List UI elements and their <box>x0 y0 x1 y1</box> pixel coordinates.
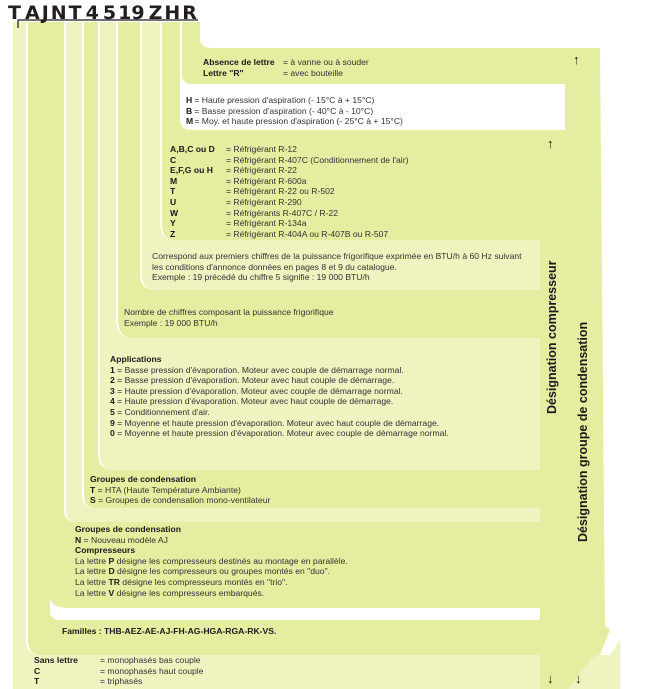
block-z-key: U <box>170 196 177 207</box>
block-z-key: A,B,C ou D <box>170 144 215 154</box>
application-key: 0 <box>110 428 115 439</box>
block-5-line: Exemple : 19 000 BTU/h <box>124 317 218 328</box>
compresseur-line-post: désigne les compresseurs ou groupes montés en "duo". <box>114 566 331 577</box>
block-familles <box>62 626 276 637</box>
vertical-label-groupe: Désignation groupe de condensation <box>576 321 590 542</box>
application-value: = Moyenne et haute pression d'évaporation. Moteur avec haut couple de démarrage. <box>117 417 440 428</box>
arrow-up-icon: ↑ <box>547 136 554 151</box>
familles-text: Familles : THB-AEZ-AE-AJ-FH-AG-HGA-RGA-RK-VS. <box>62 626 277 636</box>
block-z-key: Z <box>170 228 176 239</box>
block-z-value: = Réfrigérants R-407C / R-22 <box>226 207 339 218</box>
code-letter-H: H <box>164 2 181 24</box>
compresseurs-title: Compresseurs <box>75 545 136 556</box>
groupes-t-value: = HTA (Haute Température Ambiante) <box>97 484 241 495</box>
application-value: = Moyenne et haute pression d'évaporation. Moteur avec couple de démarrage normal. <box>117 428 449 439</box>
block-z <box>170 144 408 239</box>
block-phases <box>34 655 203 687</box>
block-19-line: les conditions d'annonce données en pages 8 et 9 du catalogue. <box>152 261 397 272</box>
groupes-t-title: Groupes de condensation <box>90 474 197 484</box>
block-z-value: = Réfrigérant R-407C (Conditionnement de l'air) <box>226 154 409 165</box>
block-h-key: M <box>186 116 194 127</box>
application-value: = Basse pression d'évaporation. Moteur avec haut couple de démarrage. <box>117 375 395 386</box>
compresseur-line-post: désigne les compresseurs destinés au montage en parallèle. <box>114 555 348 566</box>
block-19 <box>152 251 522 283</box>
block-z-key: T <box>170 186 176 197</box>
block-z-value: = Réfrigérant R-404A ou R-407B ou R-507 <box>226 228 389 239</box>
application-key: 9 <box>110 417 115 428</box>
block-z-key: Y <box>170 218 176 229</box>
block-h-key: B <box>186 105 193 116</box>
compresseur-line-post: désigne les compresseurs embarqués. <box>114 587 265 598</box>
groupes-t-key: T <box>90 484 96 495</box>
block-z-value: = Réfrigérant R-290 <box>226 196 302 207</box>
code-letter-T: T <box>8 2 21 24</box>
phase-value: = monophasés haut couple <box>100 665 204 676</box>
block-5-line: Nombre de chiffres composant la puissance frigorifique <box>124 307 334 317</box>
compresseur-line-pre: La lettre <box>75 587 109 598</box>
block-h-value: = Basse pression d'aspiration (- 40°C à - 10°C) <box>194 105 374 116</box>
arrow-up-icon: ↑ <box>573 52 580 67</box>
block-z-value: = Réfrigérant R-134a <box>226 218 307 229</box>
application-value: = Conditionnement d'air. <box>117 406 210 417</box>
product-code <box>8 2 197 24</box>
groupes-n-value: = Nouveau modèle AJ <box>83 534 168 545</box>
application-value: = Basse pression d'évaporation. Moteur avec couple de démarrage normal. <box>117 364 404 375</box>
application-value: = Haute pression d'évaporation. Moteur avec haut couple de démarrage. <box>117 396 394 407</box>
block-groupes-n <box>75 524 348 598</box>
code-letter-N: N <box>50 2 67 24</box>
application-key: 4 <box>110 396 115 407</box>
block-r-value: = avec bouteille <box>283 67 343 78</box>
code-letter-R: R <box>182 2 197 24</box>
phase-key: C <box>34 665 41 676</box>
arrow-down-icon: ↓ <box>575 671 582 686</box>
compresseur-line-pre: La lettre <box>75 566 109 577</box>
application-key: 2 <box>110 375 115 386</box>
block-z-key: E,F,G ou H <box>170 165 213 176</box>
block-h-value: = Moy. et haute pression d'aspiration (- 25°C à + 15°C) <box>194 116 403 127</box>
block-z-value: = Réfrigérant R-22 ou R-502 <box>226 186 335 197</box>
code-digit-4: 4 <box>85 2 99 24</box>
groupes-t-value: = Groupes de condensation mono-ventilateur <box>98 495 271 506</box>
compresseur-line-pre: La lettre <box>75 576 109 587</box>
code-digits-19: 19 <box>118 2 145 24</box>
block-h <box>186 95 403 127</box>
block-r-key: Lettre "R" <box>203 67 244 78</box>
application-value: = Haute pression d'évaporation. Moteur avec couple de démarrage normal. <box>117 385 403 396</box>
vertical-label-compresseur: Désignation compresseur <box>545 260 559 414</box>
applications-title: Applications <box>110 354 162 364</box>
groupes-n-key: N <box>75 534 82 545</box>
code-letter-A: A <box>24 2 40 24</box>
block-z-value: = Réfrigérant R-12 <box>226 144 297 154</box>
block-applications <box>110 354 449 439</box>
compresseur-line-key: P <box>108 555 115 566</box>
code-letter-Z: Z <box>148 2 163 24</box>
block-groupes-t <box>90 474 270 506</box>
compresseur-line-post: désigne les compresseurs montés en "trio". <box>119 576 288 587</box>
block-h-key: H <box>186 95 193 105</box>
compresseur-line-key: V <box>108 587 115 598</box>
compresseur-line-key: TR <box>108 576 120 587</box>
block-z-value: = Réfrigérant R-22 <box>226 165 297 176</box>
application-key: 3 <box>110 385 115 396</box>
application-key: 5 <box>110 406 115 417</box>
block-5 <box>124 307 334 328</box>
phase-value: = triphasés <box>100 676 143 687</box>
block-19-line: Correspond aux premiers chiffres de la puissance frigorifique exprimée en BTU/h à 60 Hz suivant <box>152 251 522 261</box>
phase-key: Sans lettre <box>34 655 78 665</box>
code-digit-5: 5 <box>102 2 117 24</box>
block-19-line: Exemple : 19 précédé du chiffre 5 signifie : 19 000 BTU/h <box>152 272 370 283</box>
phase-value: = monophasés bas couple <box>100 655 201 665</box>
block-z-value: = Réfrigérant R-600a <box>226 175 307 186</box>
phase-key: T <box>34 676 40 687</box>
code-letter-T2: T <box>68 2 82 24</box>
code-letter-J: J <box>41 2 49 24</box>
application-key: 1 <box>110 364 115 375</box>
block-r-title-value: = à vanne ou à souder <box>283 57 369 67</box>
compresseur-line-pre: La lettre <box>75 555 109 566</box>
groupes-n-title: Groupes de condensation <box>75 524 182 534</box>
compresseur-line-key: D <box>108 566 115 577</box>
block-z-key: W <box>170 207 179 218</box>
block-h-value: = Haute pression d'aspiration (- 15°C à + 15°C) <box>194 95 375 105</box>
block-r-title: Absence de lettre <box>203 57 275 67</box>
block-z-key: C <box>170 154 177 165</box>
arrow-down-icon: ↓ <box>547 671 554 686</box>
block-r <box>203 57 369 78</box>
block-z-key: M <box>170 175 178 186</box>
groupes-t-key: S <box>90 495 96 506</box>
